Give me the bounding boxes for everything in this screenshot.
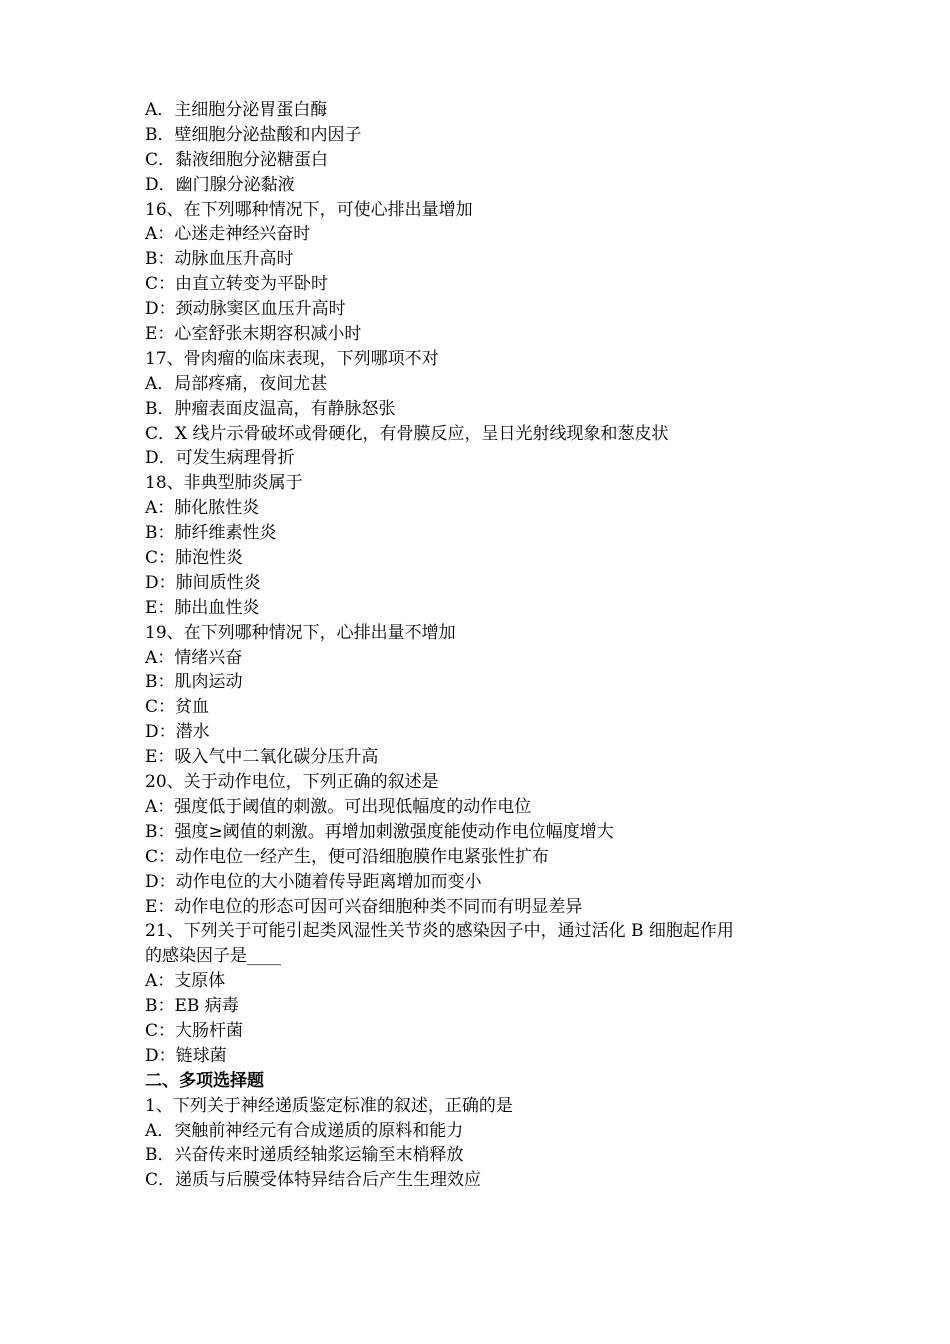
answer-option: B．壁细胞分泌盐酸和内因子 [145, 124, 362, 145]
answer-option: A．突触前神经元有合成递质的原料和能力 [145, 1120, 464, 1141]
question-text: 21、下列关于可能引起类风湿性关节炎的感染因子中，通过活化 B 细胞起作用 [145, 921, 734, 942]
answer-option: E：心室舒张末期容积减小时 [145, 324, 362, 345]
question-text: 17、骨肉瘤的临床表现，下列哪项不对 [145, 348, 439, 369]
answer-option: D：动作电位的大小随着传导距离增加而变小 [145, 871, 482, 892]
question-text: 20、关于动作电位，下列正确的叙述是 [145, 772, 439, 793]
answer-option: B．肿瘤表面皮温高，有静脉怒张 [145, 398, 396, 419]
document-body [145, 98, 825, 1193]
answer-option: D：链球菌 [145, 1045, 227, 1066]
answer-option: B：动脉血压升高时 [145, 249, 294, 270]
answer-option: B：EB 病毒 [145, 996, 239, 1017]
question-text: 19、在下列哪种情况下，心排出量不增加 [145, 622, 456, 643]
answer-option: D：颈动脉窦区血压升高时 [145, 299, 346, 320]
answer-option: A：强度低于阈值的刺激。可出现低幅度的动作电位 [145, 796, 532, 817]
question-text: 1、下列关于神经递质鉴定标准的叙述，正确的是 [145, 1095, 513, 1116]
answer-option: C．递质与后膜受体特异结合后产生生理效应 [145, 1170, 482, 1191]
answer-option: A：情绪兴奋 [145, 647, 243, 668]
section-heading: 二、多项选择题 [145, 1070, 264, 1091]
answer-option: A：肺化脓性炎 [145, 498, 260, 519]
question-text: 18、非典型肺炎属于 [145, 473, 303, 494]
answer-option: E：吸入气中二氧化碳分压升高 [145, 747, 379, 768]
answer-option: B：肺纤维素性炎 [145, 523, 277, 544]
answer-option: A：心迷走神经兴奋时 [145, 224, 311, 245]
answer-option: E：动作电位的形态可因可兴奋细胞种类不同而有明显差异 [145, 896, 583, 917]
answer-option: D．可发生病理骨折 [145, 448, 295, 469]
question-text: 16、在下列哪种情况下，可使心排出量增加 [145, 199, 473, 220]
answer-option: C：肺泡性炎 [145, 548, 244, 569]
answer-option: D．幽门腺分泌黏液 [145, 174, 295, 195]
answer-option: D：潜水 [145, 722, 210, 743]
answer-option: C：贫血 [145, 697, 210, 718]
answer-option: B：肌肉运动 [145, 672, 243, 693]
answer-option: A：支原体 [145, 971, 226, 992]
answer-option: C．X 线片示骨破坏或骨硬化，有骨膜反应，呈日光射线现象和葱皮状 [145, 423, 669, 444]
answer-option: A．主细胞分泌胃蛋白酶 [145, 100, 328, 120]
answer-option: B．兴奋传来时递质经轴浆运输至末梢释放 [145, 1145, 464, 1166]
answer-option: A．局部疼痛，夜间尤甚 [145, 373, 328, 394]
answer-option: C．黏液细胞分泌糖蛋白 [145, 149, 329, 170]
answer-option: D：肺间质性炎 [145, 572, 261, 593]
answer-option: B：强度≥阈值的刺激。再增加刺激强度能使动作电位幅度增大 [145, 821, 614, 842]
answer-option: C：大肠杆菌 [145, 1020, 244, 1041]
question-text: 的感染因子是____ [145, 946, 281, 967]
answer-option: E：肺出血性炎 [145, 597, 260, 618]
answer-option: C：由直立转变为平卧时 [145, 274, 329, 295]
answer-option: C：动作电位一经产生，便可沿细胞膜作电紧张性扩布 [145, 846, 550, 867]
